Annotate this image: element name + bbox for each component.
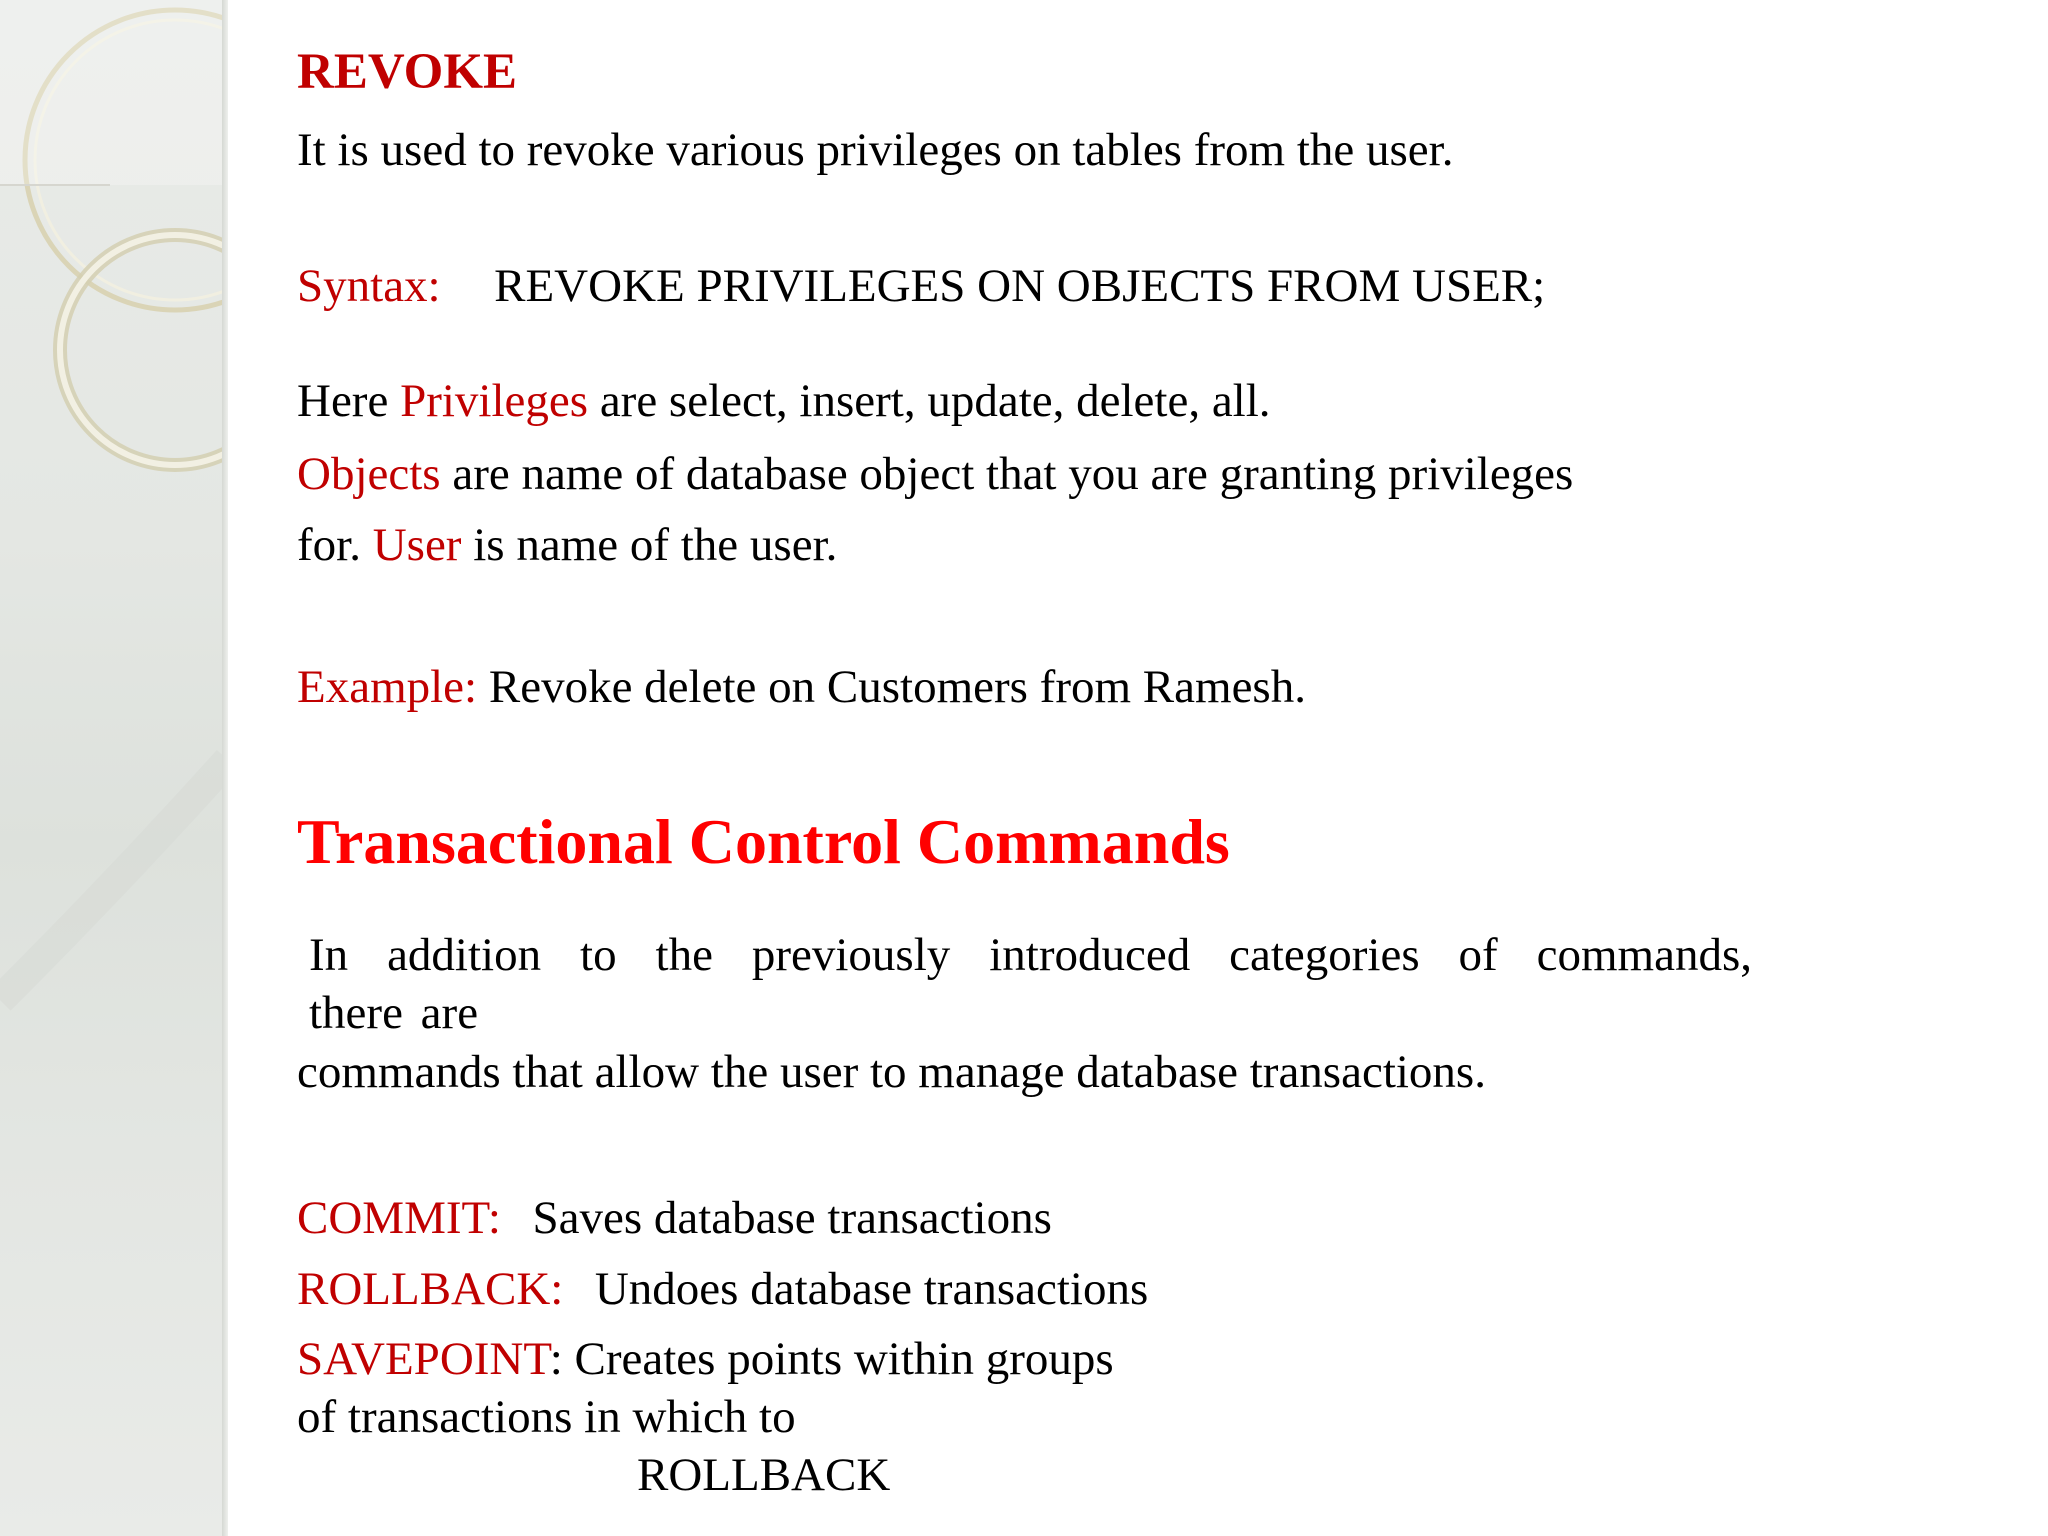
syntax-value: REVOKE PRIVILEGES ON OBJECTS FROM USER; [494, 260, 1546, 312]
privileges-term: Privileges [400, 375, 589, 427]
savepoint-label: SAVEPOINT [297, 1333, 550, 1385]
privileges-line [297, 373, 1271, 429]
rollback-desc: Undoes database transactions [594, 1263, 1149, 1315]
tcc-intro-line1: In addition to the previously introduced categories of commands, [309, 929, 1752, 981]
user-term: User [372, 519, 462, 571]
example-label: Example: [297, 661, 478, 713]
objects-rest: are name of database object that you are granting privileges [452, 448, 1574, 500]
user-line [297, 517, 837, 573]
for-text: for. [297, 519, 361, 571]
tcc-intro-line3: commands that allow the user to manage database transactions. [297, 1046, 1486, 1098]
decorative-rings-graphic [0, 0, 228, 1536]
example-value: Revoke delete on Customers from Ramesh. [488, 661, 1306, 713]
savepoint-desc: : Creates points within groups [549, 1333, 1114, 1385]
privileges-rest: are select, insert, update, delete, all. [599, 375, 1271, 427]
tcc-title: Transactional Control Commands [297, 806, 1230, 877]
here-text: Here [297, 375, 389, 427]
tcc-intro-line2: there are [309, 987, 479, 1039]
savepoint-line [297, 1331, 1114, 1387]
syntax-line [297, 258, 1545, 314]
decorative-sidebar [0, 0, 228, 1536]
savepoint-line3: ROLLBACK [637, 1449, 891, 1501]
rollback-label: ROLLBACK: [297, 1263, 564, 1315]
commit-line [297, 1190, 1052, 1246]
objects-line [297, 446, 1573, 502]
sidebar-edge [222, 0, 228, 1536]
objects-term: Objects [297, 448, 441, 500]
example-line [297, 659, 1306, 715]
syntax-label: Syntax: [297, 260, 441, 312]
commit-label: COMMIT: [297, 1192, 501, 1244]
savepoint-line2: of transactions in which to [297, 1391, 796, 1443]
user-rest: is name of the user. [473, 519, 838, 571]
rollback-line [297, 1261, 1148, 1317]
slide-content [297, 0, 1797, 1536]
revoke-title: REVOKE [297, 44, 518, 100]
commit-desc: Saves database transactions [532, 1192, 1052, 1244]
revoke-description: It is used to revoke various privileges on tables from the user. [297, 124, 1454, 176]
